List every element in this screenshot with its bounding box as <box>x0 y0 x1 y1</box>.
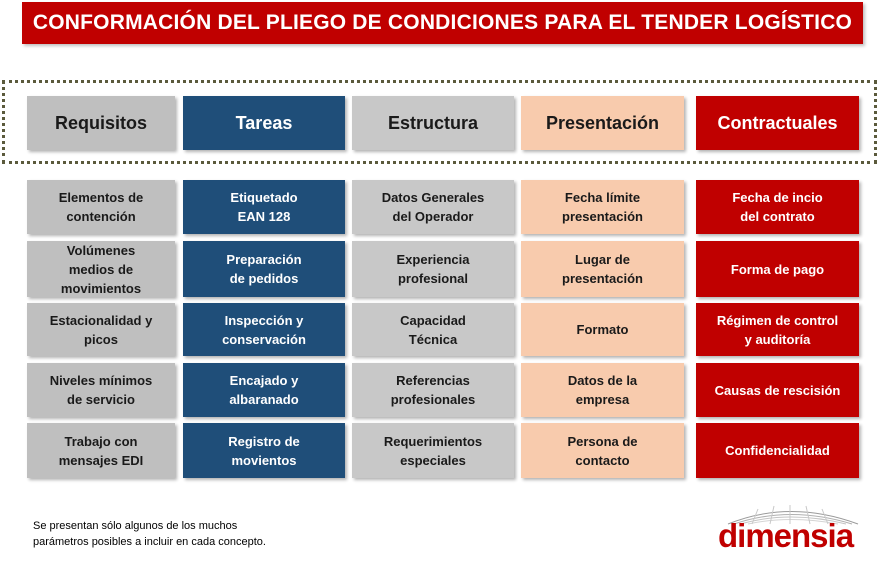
logo-text: dimensia <box>718 517 854 554</box>
cell-presentacion: Persona de contacto <box>521 423 684 478</box>
cell-estructura: Experiencia profesional <box>352 241 514 297</box>
cell-contractuales: Forma de pago <box>696 241 859 297</box>
cell-contractuales: Causas de rescisión <box>696 363 859 417</box>
cell-tareas: Preparación de pedidos <box>183 241 345 297</box>
cell-tareas: Etiquetado EAN 128 <box>183 180 345 234</box>
cell-estructura: Referencias profesionales <box>352 363 514 417</box>
header-estructura: Estructura <box>352 96 514 150</box>
cell-tareas: Registro de movientos <box>183 423 345 478</box>
cell-requisitos: Estacionalidad y picos <box>27 303 175 356</box>
cell-requisitos: Niveles mínimos de servicio <box>27 363 175 417</box>
header-requisitos: Requisitos <box>27 96 175 150</box>
page-title: CONFORMACIÓN DEL PLIEGO DE CONDICIONES PARA EL TENDER LOGÍSTICO <box>32 11 853 34</box>
header-contractuales: Contractuales <box>696 96 859 150</box>
header-tareas: Tareas <box>183 96 345 150</box>
dimensia-logo <box>718 505 863 560</box>
cell-contractuales: Confidencialidad <box>696 423 859 478</box>
cell-tareas: Encajado y albaranado <box>183 363 345 417</box>
cell-presentacion: Fecha límite presentación <box>521 180 684 234</box>
cell-presentacion: Formato <box>521 303 684 356</box>
title-bar <box>22 2 863 44</box>
cell-tareas: Inspección y conservación <box>183 303 345 356</box>
cell-presentacion: Datos de la empresa <box>521 363 684 417</box>
cell-estructura: Capacidad Técnica <box>352 303 514 356</box>
cell-estructura: Datos Generales del Operador <box>352 180 514 234</box>
footnote: Se presentan sólo algunos de los muchos parámetros posibles a incluir en cada concepto. <box>33 520 266 548</box>
cell-requisitos: Trabajo con mensajes EDI <box>27 423 175 478</box>
cell-estructura: Requerimientos especiales <box>352 423 514 478</box>
cell-contractuales: Fecha de incio del contrato <box>696 180 859 234</box>
cell-presentacion: Lugar de presentación <box>521 241 684 297</box>
cell-requisitos: Elementos de contención <box>27 180 175 234</box>
header-presentacion: Presentación <box>521 96 684 150</box>
cell-requisitos: Volúmenes medios de movimientos <box>27 241 175 297</box>
cell-contractuales: Régimen de control y auditoría <box>696 303 859 356</box>
